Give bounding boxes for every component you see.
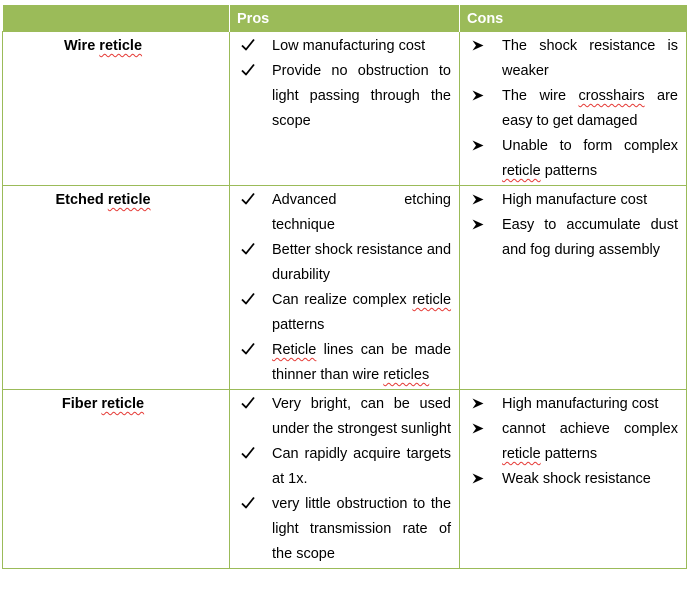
header-empty <box>3 5 230 32</box>
table-row <box>3 32 687 186</box>
checkmark-icon <box>238 238 258 263</box>
checkmark-icon <box>238 288 258 313</box>
pro-text: Very bright, can be used under the strongest sunlight <box>272 396 451 437</box>
arrowhead-bullet-icon <box>468 392 488 417</box>
list-item <box>460 84 686 134</box>
table-row <box>3 186 687 390</box>
arrowhead-bullet-icon <box>468 84 488 109</box>
pro-text: Can realize complex reticle patterns <box>272 292 452 333</box>
checkmark-icon <box>238 59 258 84</box>
row-label <box>3 186 230 390</box>
list-item <box>230 59 459 134</box>
pro-text: Advanced etching technique <box>272 192 451 233</box>
con-text: High manufacturing cost <box>502 396 659 412</box>
pros-list <box>230 188 459 388</box>
con-text: Unable to form complex reticle patterns <box>502 138 679 179</box>
header-row <box>3 5 687 32</box>
pro-text: Provide no obstruction to light passing through the scope <box>272 63 451 129</box>
list-item <box>230 442 459 492</box>
list-item <box>460 188 686 213</box>
pros-cell <box>230 32 460 186</box>
cons-cell <box>460 390 687 569</box>
checkmark-icon <box>238 442 258 467</box>
arrowhead-bullet-icon <box>468 467 488 492</box>
arrowhead-bullet-icon <box>468 134 488 159</box>
list-item <box>460 34 686 84</box>
table-row <box>3 390 687 569</box>
pro-text: Better shock resistance and durability <box>272 242 452 283</box>
list-item <box>230 238 459 288</box>
con-text: The wire crosshairs are easy to get damaged <box>502 88 678 129</box>
cons-list <box>460 392 686 492</box>
row-label-text: Wire <box>63 38 100 54</box>
pro-text: Reticle lines can be made thinner than wire reticles <box>272 342 452 383</box>
checkmark-icon <box>238 34 258 59</box>
list-item <box>460 392 686 417</box>
arrowhead-bullet-icon <box>468 213 488 238</box>
pro-text: very little obstruction to the light transmission rate of the scope <box>272 496 452 562</box>
checkmark-icon <box>238 392 258 417</box>
con-text: Easy to accumulate dust and fog during assembly <box>502 217 679 258</box>
cons-cell <box>460 32 687 186</box>
arrowhead-bullet-icon <box>468 417 488 442</box>
list-item <box>230 34 459 59</box>
list-item <box>230 338 459 388</box>
con-text: Weak shock resistance <box>502 471 651 487</box>
row-label-spellcheck-word: reticle <box>101 396 145 412</box>
pros-cell <box>230 186 460 390</box>
row-label <box>3 32 230 186</box>
list-item <box>460 417 686 467</box>
checkmark-icon <box>238 188 258 213</box>
row-label-spellcheck-word: reticle <box>107 192 151 208</box>
checkmark-icon <box>238 492 258 517</box>
row-label-text: Fiber <box>61 396 102 412</box>
cons-list <box>460 34 686 184</box>
pros-cons-table <box>2 5 687 569</box>
list-item <box>460 134 686 184</box>
pro-text: Can rapidly acquire targets at 1x. <box>272 446 451 487</box>
pros-cell <box>230 390 460 569</box>
list-item <box>230 392 459 442</box>
list-item <box>460 467 686 492</box>
row-label-text: Etched <box>55 192 108 208</box>
checkmark-icon <box>238 338 258 363</box>
cons-list <box>460 188 686 263</box>
con-text: cannot achieve complex reticle patterns <box>502 421 678 462</box>
list-item <box>460 213 686 263</box>
cons-cell <box>460 186 687 390</box>
list-item <box>230 188 459 238</box>
list-item <box>230 492 459 567</box>
pro-text: Low manufacturing cost <box>272 38 426 54</box>
header-pros: Pros <box>230 5 460 32</box>
con-text: The shock resistance is weaker <box>502 38 679 79</box>
list-item <box>230 288 459 338</box>
arrowhead-bullet-icon <box>468 188 488 213</box>
arrowhead-bullet-icon <box>468 34 488 59</box>
pros-list <box>230 392 459 567</box>
row-label-spellcheck-word: reticle <box>99 38 143 54</box>
con-text: High manufacture cost <box>502 192 648 208</box>
pros-list <box>230 34 459 134</box>
header-cons: Cons <box>460 5 687 32</box>
row-label <box>3 390 230 569</box>
